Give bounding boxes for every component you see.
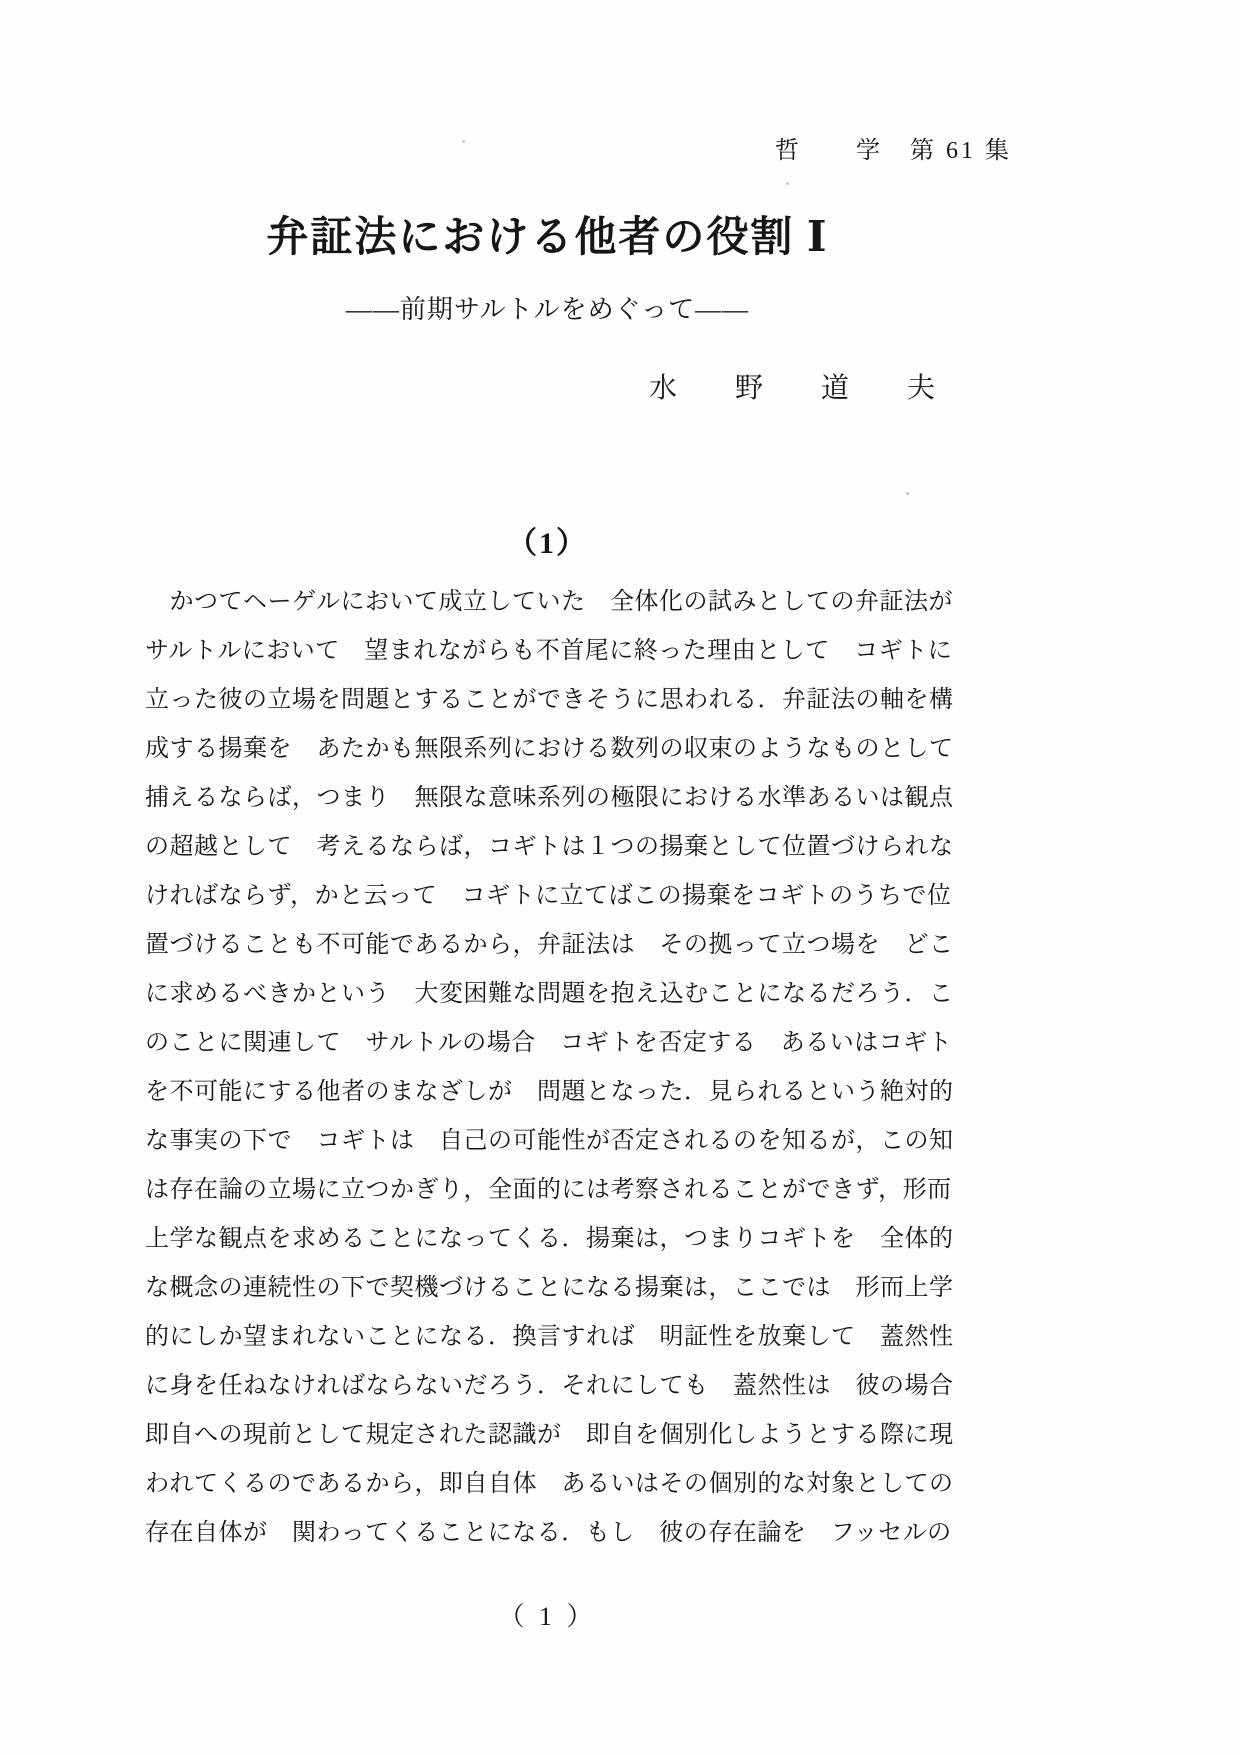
- body-line: 存在自体が 関わってくることになる．もし 彼の存在論を フッセルの: [145, 1520, 952, 1546]
- body-line: に身を任ねなければならないだろう．それにしても 蓋然性は 彼の場合: [145, 1373, 954, 1399]
- section-heading: （1）: [507, 527, 588, 560]
- body-text: [145, 578, 954, 1558]
- scan-speckle: [786, 182, 789, 185]
- body-line: 捕えるならば，つまり 無限な意味系列の極限における水準あるいは観点: [145, 785, 954, 811]
- page-number: （ 1 ）: [498, 1602, 597, 1631]
- article-subtitle: ――前期サルトルをめぐって――: [345, 295, 750, 324]
- article-title: 弁証法における他者の役割 Ⅰ: [266, 215, 829, 261]
- scan-speckle: [462, 140, 465, 143]
- author-name: 水 野 道 夫: [648, 373, 950, 404]
- body-line: を不可能にする他者のまなざしが 問題となった．見られるという絶対的: [145, 1079, 954, 1105]
- journal-issue-header: 哲 学 第 61 集: [775, 138, 1012, 164]
- body-line: ければならず，かと云って コギトに立てばこの揚棄をコギトのうちで位: [145, 883, 952, 909]
- body-line: のことに関連して サルトルの場合 コギトを否定する あるいはコギト: [145, 1030, 953, 1056]
- body-line: 成する揚棄を あたかも無限系列における数列の収束のようなものとして: [145, 736, 954, 762]
- body-line: 置づけることも不可能であるから，弁証法は その拠って立つ場を どこ: [145, 932, 954, 958]
- body-line: 立った彼の立場を問題とすることができそうに思われる．弁証法の軸を構: [145, 687, 954, 713]
- scan-speckle: [906, 492, 909, 495]
- body-line: 上学な観点を求めることになってくる．揚棄は，つまりコギトを 全体的: [145, 1226, 954, 1252]
- body-line: な概念の連続性の下で契機づけることになる揚棄は，ここでは 形而上学: [145, 1275, 954, 1301]
- body-line: は存在論の立場に立つかぎり，全面的には考察されることができず，形而: [145, 1177, 952, 1203]
- body-line: 的にしか望まれないことになる．換言すれば 明証性を放棄して 蓋然性: [145, 1324, 954, 1350]
- body-line: の超越として 考えるならば，コギトは１つの揚棄として位置づけられな: [145, 834, 954, 860]
- body-line: サルトルにおいて 望まれながらも不首尾に終った理由として コギトに: [145, 638, 953, 664]
- body-line: 即自への現前として規定された認識が 即自を個別化しようとする際に現: [145, 1422, 954, 1448]
- body-line: に求めるべきかという 大変困難な問題を抱え込むことになるだろう．こ: [145, 981, 954, 1007]
- body-line: かつてヘーゲルにおいて成立していた 全体化の試みとしての弁証法が: [145, 589, 954, 615]
- body-line: な事実の下で コギトは 自己の可能性が否定されるのを知るが，この知: [145, 1128, 954, 1154]
- body-line: われてくるのであるから，即自自体 あるいはその個別的な対象としての: [145, 1471, 954, 1497]
